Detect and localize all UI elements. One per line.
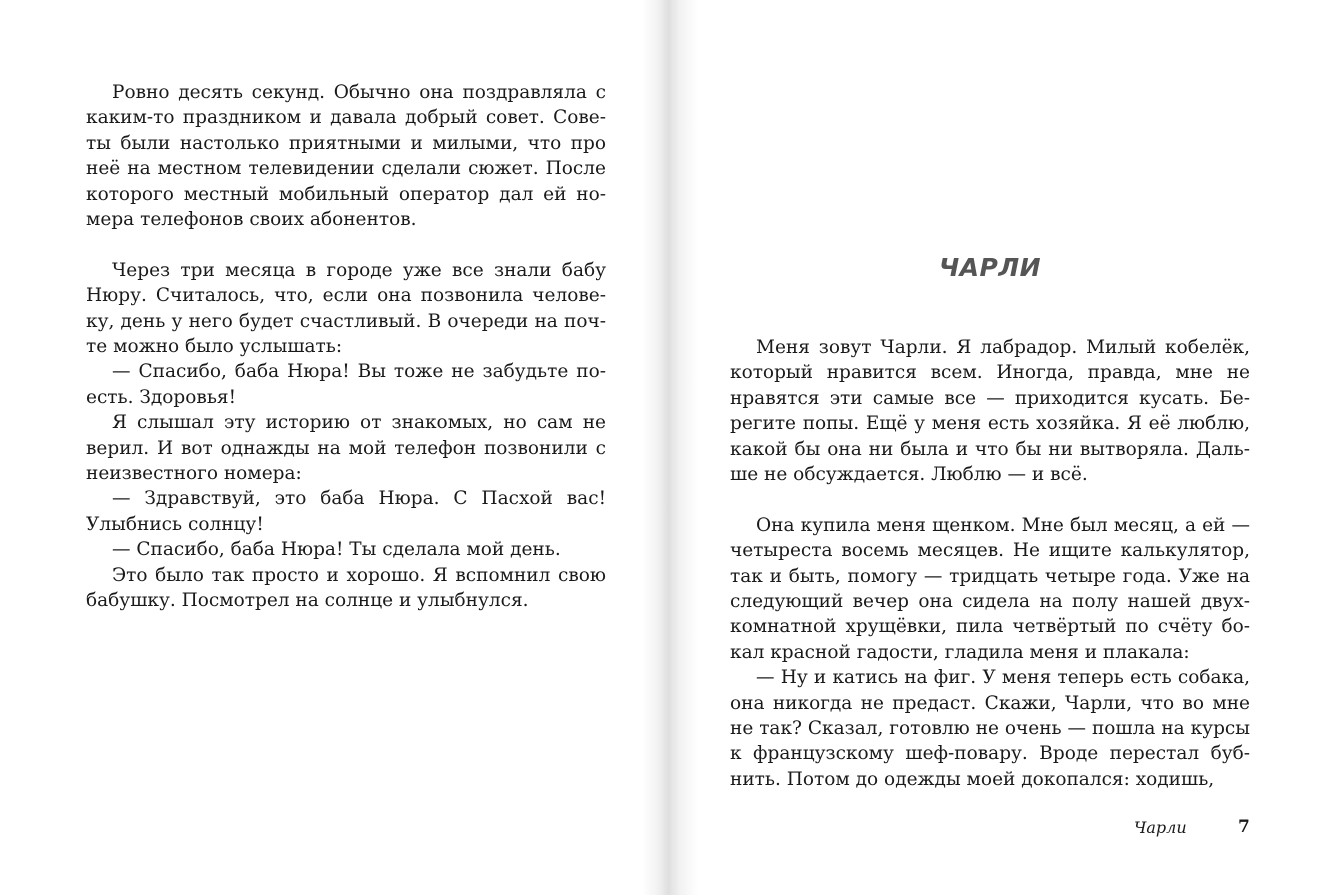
chapter-title: ЧАРЛИ bbox=[938, 253, 1042, 282]
dialogue-line: — Ну и катись на фиг. У меня теперь есть собака, она никогда не предаст. Скажи, Чарли, что во мне не так? Сказал, готовлю не очень — пошла на курсы к французскому шеф-повару. Вроде перестал бубнить. Потом до одежды моей докопался: ходишь, bbox=[730, 667, 1250, 790]
page-number: 7 bbox=[1238, 817, 1250, 837]
paragraph: Ровно десять секунд. Обычно она поздравляла с каким-то праздником и давала добрый совет. Советы были настолько приятными и милыми, что про неё на местном телевидении сделали сюжет. После которого местный мобильный оператор дал ей номера телефонов своих абонентов. bbox=[86, 82, 606, 231]
paragraph: Через три месяца в городе уже все знали бабу Нюру. Считалось, что, если она позвонила человеку, день у него будет счастливый. В очереди на почте можно было услышать: bbox=[86, 259, 606, 358]
gutter-shadow bbox=[668, 0, 698, 895]
left-page-body bbox=[86, 80, 606, 614]
dialogue-line: — Спасибо, баба Нюра! Вы тоже не забудьте поесть. Здоровья! bbox=[86, 361, 606, 408]
paragraph: Я слышал эту историю от знакомых, но сам не верил. И вот однажды на мой телефон позвонили с неизвестного номера: bbox=[86, 412, 606, 485]
running-header: Чарли bbox=[1134, 818, 1187, 837]
right-page-body bbox=[730, 335, 1250, 792]
paragraph: Она купила меня щенком. Мне был месяц, а ей — четыреста восемь месяцев. Не ищите калькулятор, так и быть, помогу — тридцать четыре года. Уже на следующий вечер она сидела на полу нашей двухкомнатной хрущёвки, пила четвёртый по счёту бокал красной гадости, гладила меня и плакала: bbox=[730, 514, 1250, 663]
dialogue-line: — Здравствуй, это баба Нюра. С Пасхой вас! Улыбнись солнцу! bbox=[86, 488, 606, 535]
gutter-shadow bbox=[642, 0, 668, 895]
dialogue-line: — Спасибо, баба Нюра! Ты сделала мой день. bbox=[112, 539, 561, 561]
paragraph: Меня зовут Чарли. Я лабрадор. Милый кобелёк, который нравится всем. Иногда, правда, мне не нравятся эти самые все — приходится кусать. Берегите попы. Ещё у меня есть хозяйка. Я её люблю, какой бы она ни была и что бы ни вытворяла. Дальше не обсуждается. Люблю — и всё. bbox=[730, 337, 1250, 486]
right-page bbox=[668, 0, 1339, 895]
paragraph: Это было так просто и хорошо. Я вспомнил свою бабушку. Посмотрел на солнце и улыбнулся. bbox=[86, 564, 606, 612]
left-page bbox=[0, 0, 668, 895]
